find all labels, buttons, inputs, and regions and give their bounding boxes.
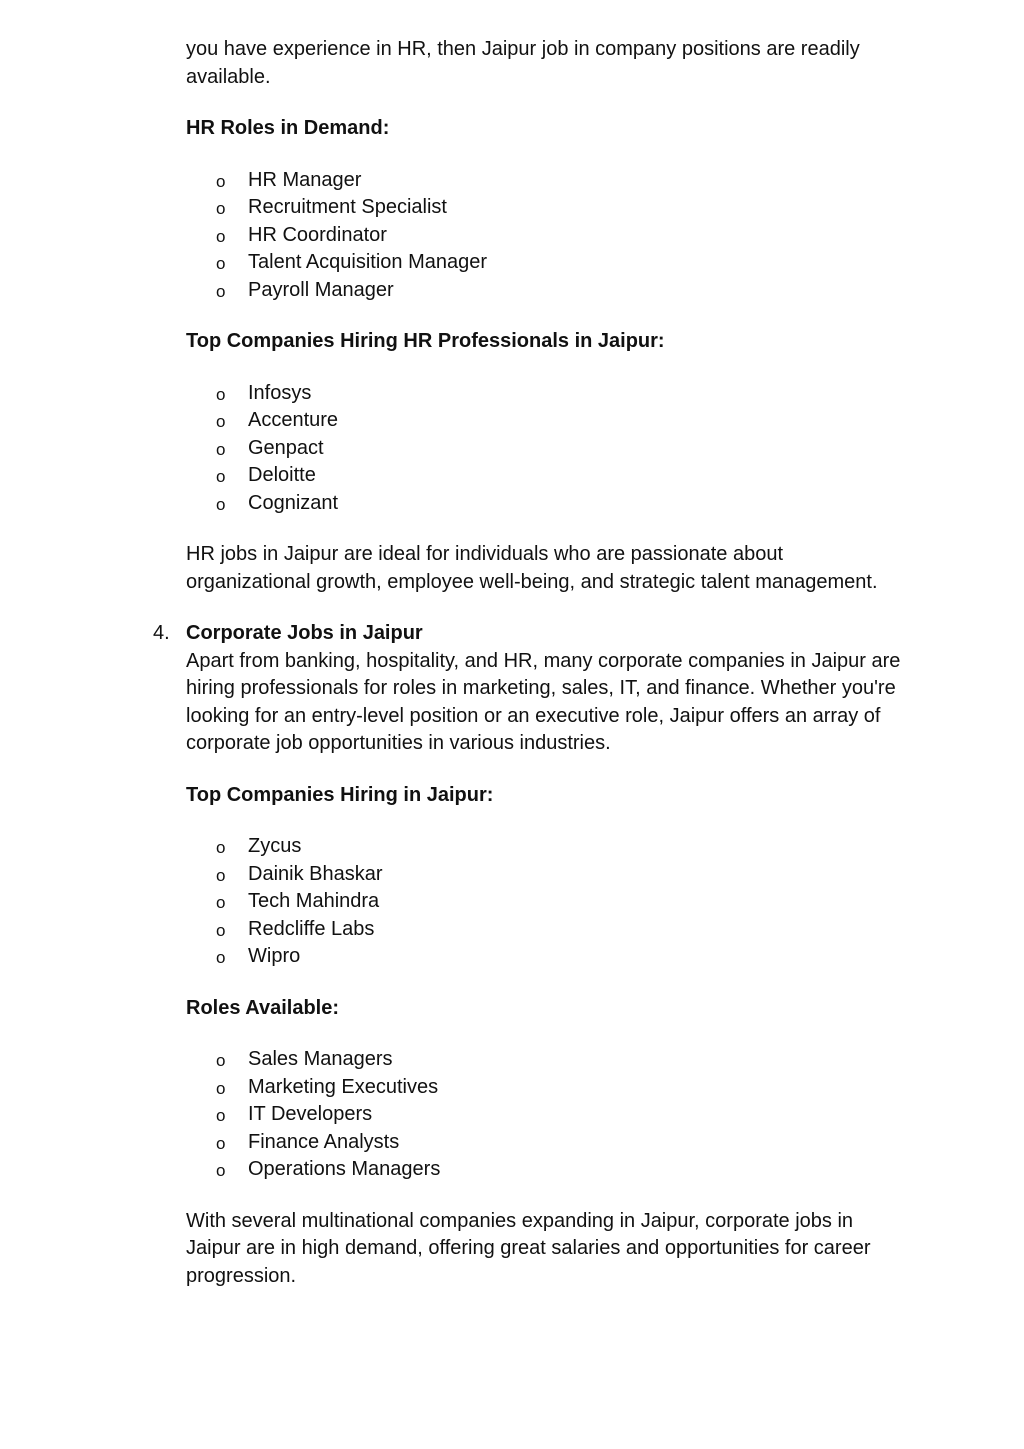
circle-bullet-icon: o	[216, 439, 226, 459]
circle-bullet-icon: o	[216, 838, 226, 857]
list-item: o Tech Mahindra	[186, 888, 906, 916]
list-item: o Genpact	[186, 435, 906, 463]
list-item: o Payroll Manager	[186, 277, 906, 305]
list-item: o IT Developers	[186, 1101, 906, 1129]
list-item: o Operations Managers	[186, 1156, 906, 1184]
list-item: o Infosys	[186, 380, 906, 408]
circle-bullet-icon: o	[216, 226, 226, 246]
corporate-jobs-title: Corporate Jobs in Jaipur	[186, 622, 423, 644]
circle-bullet-icon: o	[216, 171, 226, 191]
circle-bullet-icon: o	[216, 384, 226, 404]
hr-companies-heading: Top Companies Hiring HR Professionals in Jaipur:	[186, 330, 665, 352]
corporate-jobs-description: Apart from banking, hospitality, and HR, many corporate companies in Jaipur are hiring professionals for roles in marketing, sales, IT, and finance. Whether you're looking for an entry-level position or an executive role, Jaipur offers an array of corporate job opportunities in various industries.	[186, 649, 901, 754]
list-item: o Marketing Executives	[186, 1074, 906, 1102]
circle-bullet-icon: o	[216, 920, 226, 940]
list-item: o Sales Managers	[186, 1046, 906, 1074]
section-number: 4.	[153, 622, 170, 644]
list-item: o Deloitte	[186, 462, 906, 490]
hr-companies-list	[186, 380, 906, 518]
list-item: o Wipro	[186, 943, 906, 971]
list-item: o Redcliffe Labs	[186, 916, 906, 944]
circle-bullet-icon: o	[216, 948, 226, 967]
circle-bullet-icon: o	[216, 1078, 226, 1098]
circle-bullet-icon: o	[216, 254, 226, 273]
circle-bullet-icon: o	[216, 1161, 226, 1180]
document-content	[153, 36, 906, 1290]
hr-summary-paragraph: HR jobs in Jaipur are ideal for individuals who are passionate about organizational growth, employee well-being, and strategic talent management.	[186, 543, 878, 593]
hr-roles-list	[186, 167, 906, 305]
list-item: o Dainik Bhaskar	[186, 861, 906, 889]
corporate-companies-heading: Top Companies Hiring in Jaipur:	[186, 783, 494, 806]
circle-bullet-icon: o	[216, 281, 226, 301]
circle-bullet-icon: o	[216, 865, 226, 885]
list-item: o Finance Analysts	[186, 1129, 906, 1157]
corporate-summary-paragraph: With several multinational companies expanding in Jaipur, corporate jobs in Jaipur are in high demand, offering great salaries and opportunities for career progression.	[186, 1209, 871, 1287]
list-item: o Talent Acquisition Manager	[186, 249, 906, 277]
roles-available-heading: Roles Available:	[186, 996, 340, 1019]
intro-paragraph-tail: you have experience in HR, then Jaipur job in company positions are readily available.	[186, 38, 860, 88]
hr-roles-heading: HR Roles in Demand:	[186, 117, 390, 139]
list-item: o HR Coordinator	[186, 222, 906, 250]
circle-bullet-icon: o	[216, 1133, 226, 1153]
corporate-companies-list	[186, 833, 906, 971]
circle-bullet-icon: o	[216, 467, 226, 486]
list-item: o Cognizant	[186, 490, 906, 518]
list-item: o Accenture	[186, 407, 906, 435]
corporate-jobs-section	[153, 620, 906, 758]
roles-available-list	[186, 1046, 906, 1184]
circle-bullet-icon: o	[216, 1051, 226, 1070]
circle-bullet-icon: o	[216, 893, 226, 912]
circle-bullet-icon: o	[216, 1106, 226, 1125]
list-item: o HR Manager	[186, 167, 906, 195]
list-item: o Recruitment Specialist	[186, 194, 906, 222]
circle-bullet-icon: o	[216, 412, 226, 431]
circle-bullet-icon: o	[216, 199, 226, 218]
list-item: o Zycus	[186, 833, 906, 861]
circle-bullet-icon: o	[216, 494, 226, 514]
